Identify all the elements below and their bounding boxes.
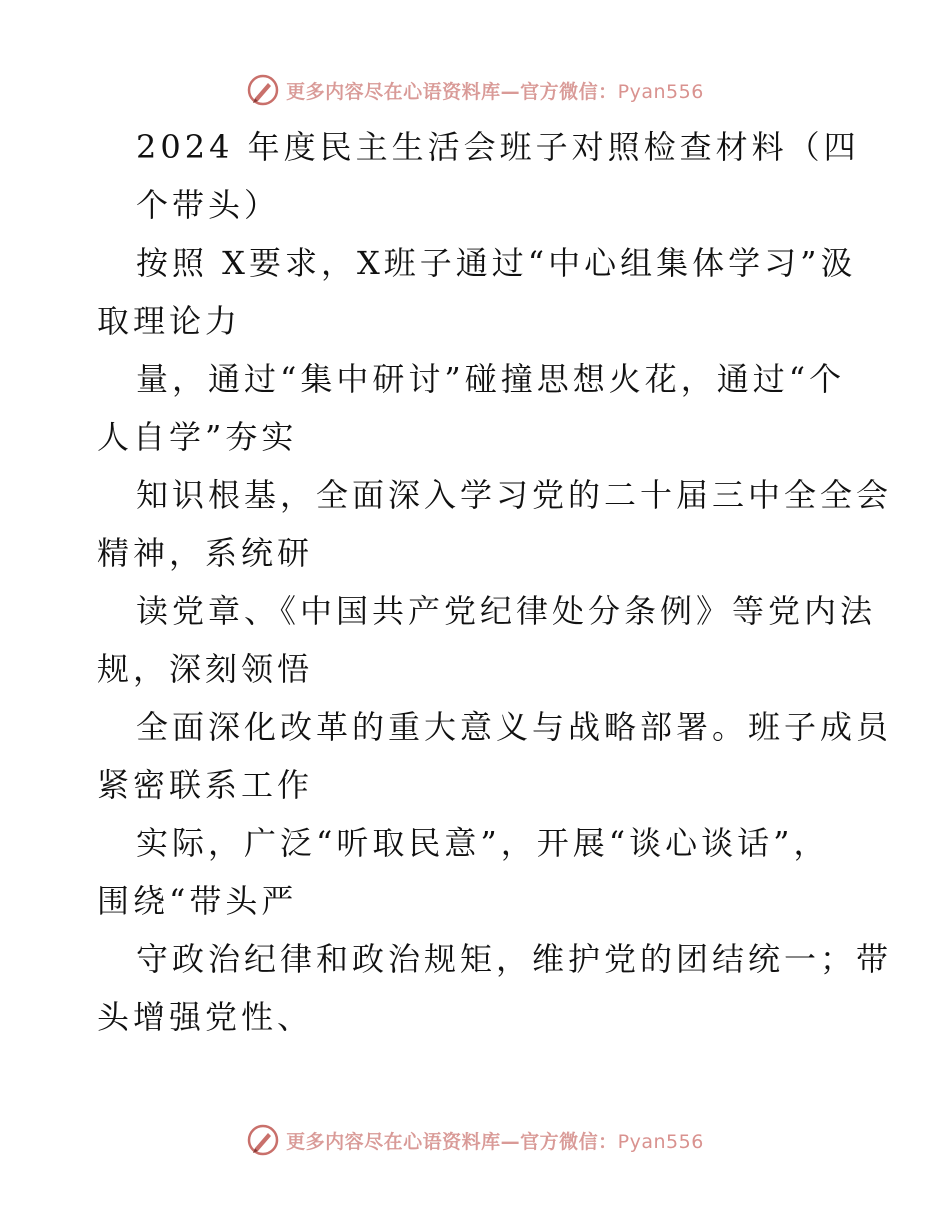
paragraph-line: 头增强党性、 xyxy=(97,998,314,1036)
paragraph xyxy=(0,698,950,814)
title-line-2: 个带头） xyxy=(136,186,281,224)
watermark-wechat-id: Pyan556 xyxy=(617,1130,704,1153)
header-watermark xyxy=(0,70,950,110)
paragraph xyxy=(0,466,950,582)
paragraph-line: 实际，广泛“听取民意”，开展“谈心谈话”， xyxy=(136,824,830,862)
paragraph-line: 全面深化改革的重大意义与战略部署。班子成员 xyxy=(136,708,893,746)
document-title xyxy=(0,118,950,234)
paragraph-line: 人自学”夯实 xyxy=(97,418,298,456)
pen-in-circle-icon xyxy=(246,73,280,107)
paragraph xyxy=(0,582,950,698)
pen-in-circle-icon xyxy=(246,1123,280,1157)
paragraph xyxy=(0,814,950,930)
watermark-text xyxy=(286,77,704,104)
paragraph-line: 取理论力 xyxy=(97,302,242,340)
paragraph-line: 读党章、《中国共产党纪律处分条例》等党内法 xyxy=(136,592,877,630)
paragraph-line: 按照 X要求，X班子通过“中心组集体学习”汲 xyxy=(136,244,857,282)
watermark-label: 更多内容尽在心语资料库—官方微信： xyxy=(286,80,618,103)
paragraph-line: 知识根基，全面深入学习党的二十届三中全全会 xyxy=(136,476,893,514)
watermark-label: 更多内容尽在心语资料库—官方微信： xyxy=(286,1130,618,1153)
document-body xyxy=(0,118,950,1046)
footer-watermark xyxy=(0,1120,950,1160)
paragraph-line: 紧密联系工作 xyxy=(97,766,314,804)
paragraph xyxy=(0,350,950,466)
watermark-text xyxy=(286,1127,704,1154)
paragraph-line: 守政治纪律和政治规矩，维护党的团结统一；带 xyxy=(136,940,893,978)
paragraph xyxy=(0,234,950,350)
paragraph-line: 围绕“带头严 xyxy=(97,882,298,920)
title-line-1: 2024 年度民主生活会班子对照检查材料（四 xyxy=(136,128,860,166)
paragraph xyxy=(0,930,950,1046)
paragraph-line: 规，深刻领悟 xyxy=(97,650,314,688)
paragraph-line: 量，通过“集中研讨”碰撞思想火花，通过“个 xyxy=(136,360,846,398)
paragraph-line: 精神，系统研 xyxy=(97,534,314,572)
watermark-wechat-id: Pyan556 xyxy=(617,80,704,103)
